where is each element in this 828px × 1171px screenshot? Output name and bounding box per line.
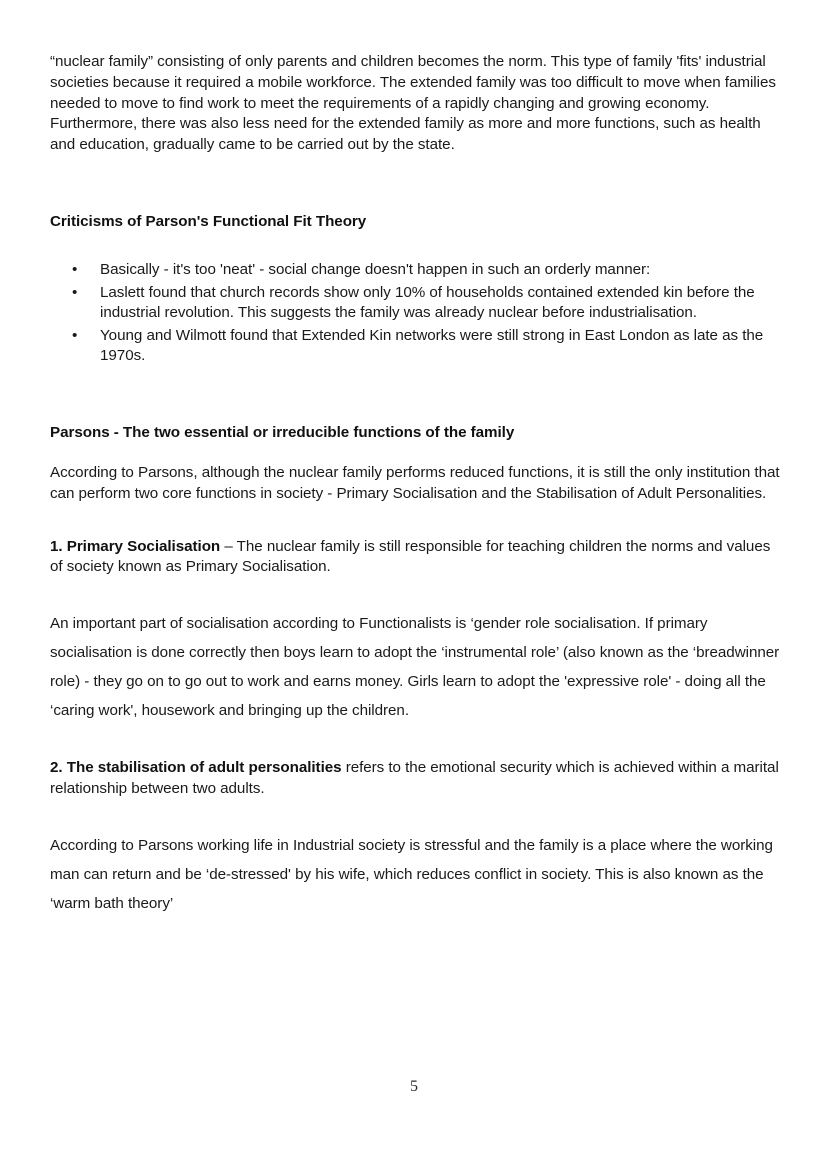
spacer xyxy=(50,521,780,537)
paragraph-stabilisation xyxy=(50,758,780,800)
page-content xyxy=(50,52,780,935)
heading-criticisms: Criticisms of Parson's Functional Fit Theory xyxy=(50,212,367,230)
spacer xyxy=(50,172,780,188)
paragraph-primary-socialisation xyxy=(50,537,780,579)
spacer xyxy=(50,594,780,610)
heading-parsons-functions: Parsons - The two essential or irreducible functions of the family xyxy=(50,423,515,441)
primary-socialisation-text: – The nuclear family is still responsible for teaching children the norms and values of society known as Primary Socialisation. xyxy=(50,537,771,576)
spacer xyxy=(50,816,780,832)
list-item xyxy=(50,283,780,324)
spacer xyxy=(50,369,780,403)
stabilisation-label: 2. The stabilisation of adult personalities xyxy=(50,759,342,777)
paragraph-gender-role: An important part of socialisation according to Functionalists is ‘gender role socialisation. If primary socialisation is done correctly then boys learn to adopt the ‘instrumental role’ (also known as the ‘breadwinner role) - they go on to go out to work and earns money. Girls learn to adopt the 'expressive role' - doing all the ‘caring work', housework and bringing up the children. xyxy=(50,615,780,719)
bullet-icon: • xyxy=(72,260,78,278)
list-item-text: Young and Wilmott found that Extended Kin networks were still strong in East London as late as the 1970s. xyxy=(100,326,764,365)
spacer xyxy=(50,443,780,463)
criticisms-bullet-list xyxy=(50,260,780,367)
paragraph-according-to-parsons: According to Parsons, although the nuclear family performs reduced functions, it is still the only institution that can perform two core functions in society - Primary Socialisation and the Stabilisation of Adult Personalities. xyxy=(50,463,780,502)
bullet-icon: • xyxy=(72,283,78,301)
spacer xyxy=(50,403,780,423)
list-item-text: Laslett found that church records show only 10% of households contained extended kin before the industrial revolution. This suggests the family was already nuclear before industrialisation. xyxy=(100,283,755,322)
paragraph-intro: “nuclear family” consisting of only parents and children becomes the norm. This type of family 'fits' industrial societies because it required a mobile workforce. The extended family was too difficult to move when families needed to move to find work to meet the requirements of a rapidly changing and growing economy. Furthermore, there was also less need for the extended family as more and more functions, such as health and education, gradually came to be carried out by the state. xyxy=(50,53,776,154)
bullet-icon: • xyxy=(72,326,78,344)
list-item xyxy=(50,326,780,367)
primary-socialisation-label: 1. Primary Socialisation xyxy=(50,537,221,555)
paragraph-warm-bath: According to Parsons working life in Industrial society is stressful and the family is a place where the working man can return and be ‘de-stressed' by his wife, which reduces conflict in society. This is also known as the ‘warm bath theory’ xyxy=(50,836,773,912)
list-item xyxy=(50,260,780,281)
stabilisation-text: refers to the emotional security which is achieved within a marital relationship between two adults. xyxy=(50,759,779,798)
spacer xyxy=(50,232,780,260)
list-item-text: Basically - it's too 'neat' - social change doesn't happen in such an orderly manner: xyxy=(100,260,651,278)
page-number: 5 xyxy=(410,1078,418,1095)
spacer xyxy=(50,742,780,758)
